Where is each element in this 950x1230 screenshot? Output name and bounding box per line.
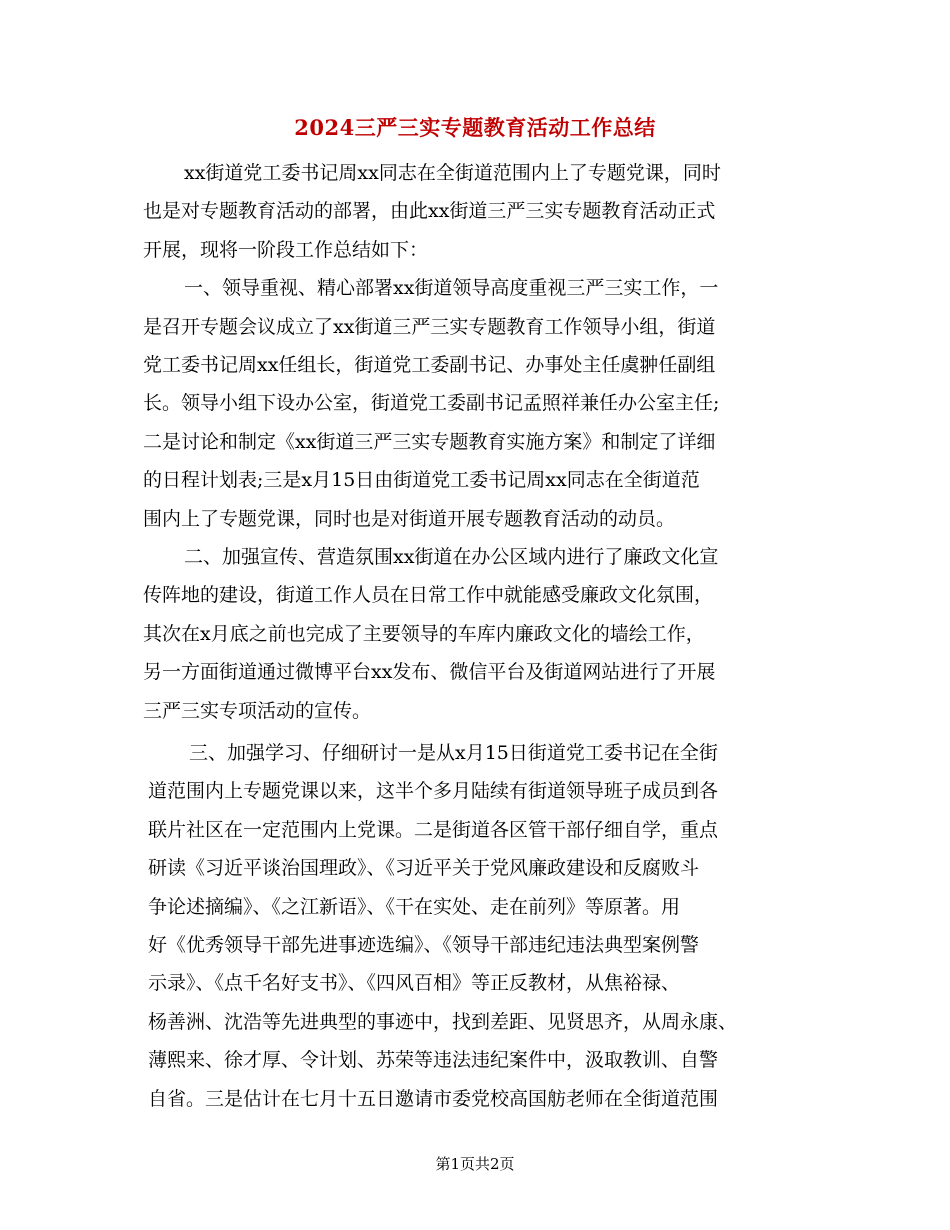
body-line: 自省。三是估计在七月十五日邀请市委党校高国舫老师在全街道范围 xyxy=(148,1088,719,1110)
body-line: 示录》、《点千名好支书》、《四风百相》等正反教材，从焦裕禄、 xyxy=(148,972,681,994)
body-line: 道范围内上专题党课以来，这半个多月陆续有街道领导班子成员到各 xyxy=(148,780,719,802)
body-line: 二是讨论和制定《xx街道三严三实专题教育实施方案》和制定了详细 xyxy=(143,431,716,453)
page-footer: 第1页共2页 xyxy=(435,1155,515,1173)
body-line: 杨善洲、沈浩等先进典型的事迹中，找到差距、见贤思齐，从周永康、 xyxy=(148,1011,738,1033)
body-line: 一、领导重视、精心部署xx街道领导高度重视三严三实工作，一 xyxy=(184,277,719,299)
body-line: 三严三实专项活动的宣传。 xyxy=(143,700,372,722)
body-line: 传阵地的建设，街道工作人员在日常工作中就能感受廉政文化氛围， xyxy=(143,584,714,606)
body-line: 开展，现将一阶段工作总结如下： xyxy=(143,239,429,261)
body-line: 好《优秀领导干部先进事迹选编》、《领导干部违纪违法典型案例警 xyxy=(148,934,700,956)
body-line: 长。领导小组下设办公室，街道党工委副书记孟照祥兼任办公室主任; xyxy=(143,392,720,414)
body-line: 争论述摘编》、《之江新语》、《干在实处、走在前列》等原著。用 xyxy=(148,896,681,918)
body-line: 二、加强宣传、营造氛围xx街道在办公区域内进行了廉政文化宣 xyxy=(184,546,719,568)
body-line: xx街道党工委书记周xx同志在全街道范围内上了专题党课，同时 xyxy=(184,162,721,184)
body-line: 联片社区在一定范围内上党课。二是街道各区管干部仔细自学，重点 xyxy=(148,819,719,841)
body-line: 其次在x月底之前也完成了主要领导的车库内廉政文化的墙绘工作， xyxy=(143,623,705,645)
body-line: 三、加强学习、仔细研讨一是从x月15日街道党工委书记在全街 xyxy=(189,742,718,764)
document-title: 2024三严三实专题教育活动工作总结 xyxy=(294,115,656,140)
body-line: 党工委书记周xx任组长，街道党工委副书记、办事处主任虞翀任副组 xyxy=(143,354,716,376)
body-line: 围内上了专题党课，同时也是对街道开展专题教育活动的动员。 xyxy=(143,508,676,530)
body-line: 的日程计划表;三是x月15日由街道党工委书记周xx同志在全街道范 xyxy=(143,469,700,491)
body-line: 另一方面街道通过微博平台xx发布、微信平台及街道网站进行了开展 xyxy=(143,661,716,683)
body-line: 研读《习近平谈治国理政》、《习近平关于党风廉政建设和反腐败斗 xyxy=(148,857,700,879)
body-line: 也是对专题教育活动的部署，由此xx街道三严三实专题教育活动正式 xyxy=(143,200,716,222)
body-line: 是召开专题会议成立了xx街道三严三实专题教育工作领导小组，街道 xyxy=(143,316,716,338)
body-line: 薄熙来、徐才厚、令计划、苏荣等违法违纪案件中，汲取教训、自警 xyxy=(148,1049,719,1071)
